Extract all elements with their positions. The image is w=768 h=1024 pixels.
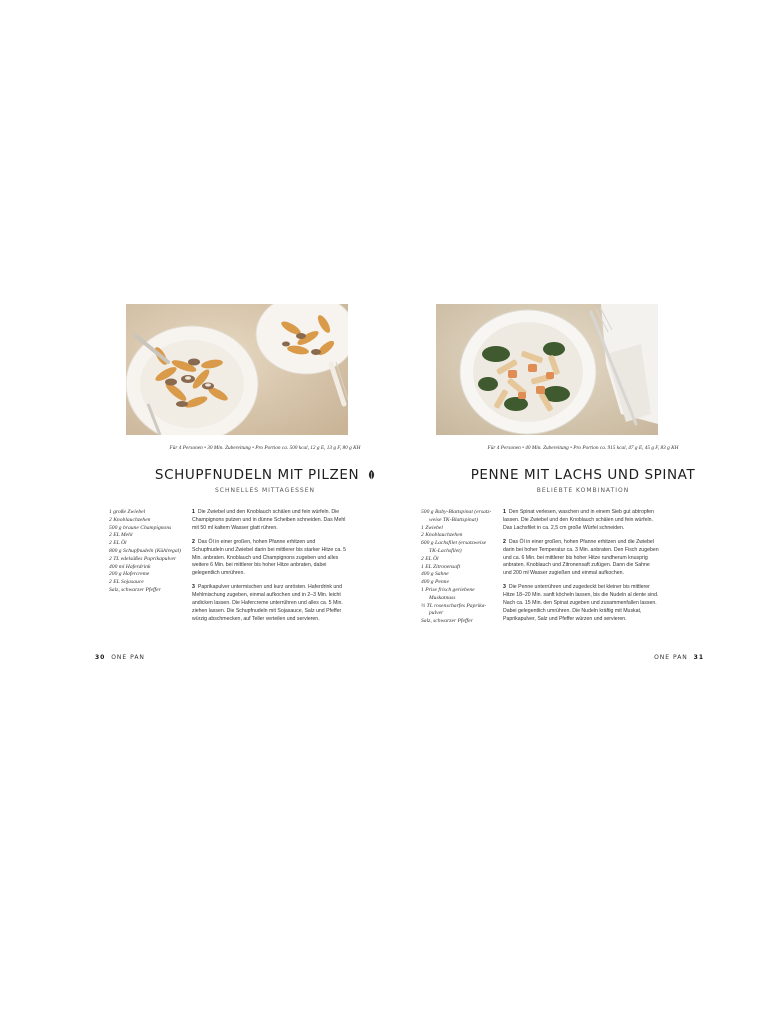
step-text: Die Zwiebel und den Knoblauch schälen und fein würfeln. Die Champignons putzen und in dünne Scheiben schneiden. Das Mehl mit 50 ml kaltem Wasser glatt rühren. <box>192 509 346 531</box>
left-page <box>95 298 430 668</box>
ingredient-item: 400 ml Haferdrink <box>109 563 151 570</box>
recipe-subtitle: SCHNELLES MITTAGESSEN <box>214 487 316 494</box>
instruction-steps <box>503 509 659 630</box>
recipe-meta: Für 4 Personen • 30 Min. Zubereitung • Pro Portion ca. 500 kcal, 12 g E, 13 g F, 80 g KH <box>169 445 361 451</box>
ingredient-item: 200 g Hafercreme <box>109 571 150 578</box>
ingredient-item: weise TK-Blattspinat) <box>429 516 478 523</box>
ingredient-item: ½ TL rosenscharfes Paprika- <box>421 602 487 609</box>
page-footer <box>654 654 704 661</box>
ingredient-item: 1 Prise frisch geriebene <box>421 586 475 593</box>
chapter-label: ONE PAN <box>111 654 145 661</box>
step-number: 2 <box>192 538 195 545</box>
ingredient-item: TK-Lachsfilet) <box>429 547 462 554</box>
instruction-step <box>192 509 348 533</box>
ingredient-item: 2 EL Sojasauce <box>109 579 144 586</box>
step-text: Die Penne unterrühren und zugedeckt bei kleiner bis mittlerer Hitze 18–20 Min. sanft köcheln lassen, bis die Nudeln al dente sind. Nach ca. 15 Min. den Spinat zugeben und zusammenfallen lassen. Dabei gelegentlich umrühren. Die Nudeln kräftig mit Muskat, Paprikapulver, Salz und Pfeffer würzen und servieren. <box>503 584 659 622</box>
step-text: Paprikapulver untermischen und kurz anrösten. Haferdrink und Mehlmischung zugeben, einmal aufkochen und in 2–3 Min. leicht andicken lassen. Die Hafercreme unterrühren und alles ca. 5 Min. ziehen lassen. Die Schupfnudeln mit Sojasauce, Salz und Pfeffer würzig abschmecken, auf Teller verteilen und servieren. <box>192 584 343 622</box>
recipe-title-text: PENNE MIT LACHS UND SPINAT <box>470 467 696 483</box>
recipe-title-text: SCHUPFNUDELN MIT PILZEN <box>154 467 360 483</box>
ingredient-item: pulver <box>429 610 444 617</box>
ingredient-item: 1 Zwiebel <box>421 524 443 531</box>
page-number: 31 <box>693 654 704 661</box>
step-number: 1 <box>192 509 195 515</box>
ingredient-item: Salz, schwarzer Pfeffer <box>109 586 161 593</box>
instruction-step <box>503 509 659 533</box>
step-text: Das Öl in einer großen, hohen Pfanne erhitzen und Schupfnudeln und Zwiebel darin bei mittlerer bis starker Hitze ca. 5 Min. anbraten. Knoblauch und Champignons zugeben und alles weitere 6 Min. bei mittlerer bis hoher Hitze anbraten, dabei gelegentlich umrühren. <box>192 538 346 577</box>
step-text: Das Öl in einer großen, hohen Pfanne erhitzen und die Zwiebel darin bei hoher Temperatur ca. 3 Min. anbraten. Den Fisch zugeben und ca. 6 Min. bei mittlerer bis hoher Hitze rundherum knusprig anbraten. Knoblauch und Zitronensaft zufügen. Dann die Sahne und 200 ml Wasser zugießen und einmal aufkochen. <box>503 538 659 577</box>
recipe-title <box>418 467 748 483</box>
page-number: 30 <box>95 654 106 661</box>
recipe-title <box>100 467 430 483</box>
step-number: 1 <box>503 509 506 515</box>
page-footer <box>95 654 145 661</box>
right-page <box>418 298 748 668</box>
recipe-meta: Für 4 Personen • 40 Min. Zubereitung • Pro Portion ca. 915 kcal, 47 g E, 45 g F, 83 g KH <box>487 445 679 451</box>
ingredient-item: 2 EL Öl <box>421 555 439 562</box>
ingredient-item: 2 Knoblauchzehen <box>421 532 463 539</box>
ingredient-item: 600 g Lachsfilet (ersatzweise <box>421 540 487 547</box>
ingredient-item: 1 große Zwiebel <box>109 509 146 515</box>
ingredient-item: 2 TL edelsüßes Paprikapulver <box>109 555 177 562</box>
ingredient-item: 2 EL Öl <box>109 540 127 547</box>
step-number: 3 <box>503 584 506 591</box>
instruction-step <box>192 539 348 579</box>
instruction-steps <box>192 509 348 630</box>
ingredient-item: 2 Knoblauchzehen <box>109 516 151 523</box>
step-number: 2 <box>503 538 506 545</box>
leaf-icon <box>368 470 375 480</box>
ingredient-item: 2 EL Mehl <box>109 532 133 539</box>
ingredient-item: 400 g Penne <box>421 579 449 586</box>
instruction-step <box>503 584 659 624</box>
ingredient-list <box>109 509 193 595</box>
ingredient-list <box>421 509 505 626</box>
ingredient-item: 500 g braune Champignons <box>109 524 172 531</box>
instruction-step <box>503 539 659 579</box>
chapter-label: ONE PAN <box>654 654 688 661</box>
recipe-subtitle: BELIEBTE KOMBINATION <box>536 487 630 494</box>
ingredient-item: 500 g Baby-Blattspinat (ersatz- <box>421 509 492 515</box>
step-text: Den Spinat verlesen, waschen und in einem Sieb gut abtropfen lassen. Die Zwiebel und den Knoblauch schälen und fein würfeln. Das Lachsfilet in ca. 2,5 cm große Würfel schneiden. <box>503 509 654 531</box>
schupfnudeln-photo <box>126 304 348 435</box>
penne-photo <box>436 304 658 435</box>
ingredient-item: 1 EL Zitronensaft <box>421 563 461 570</box>
instruction-step <box>192 584 348 624</box>
ingredient-item: 800 g Schupfnudeln (Kühlregal) <box>109 547 182 554</box>
ingredient-item: 400 g Sahne <box>421 571 449 578</box>
ingredient-item: Muskatnuss <box>429 594 456 601</box>
ingredient-item: Salz, schwarzer Pfeffer <box>421 618 473 625</box>
step-number: 3 <box>192 584 195 591</box>
